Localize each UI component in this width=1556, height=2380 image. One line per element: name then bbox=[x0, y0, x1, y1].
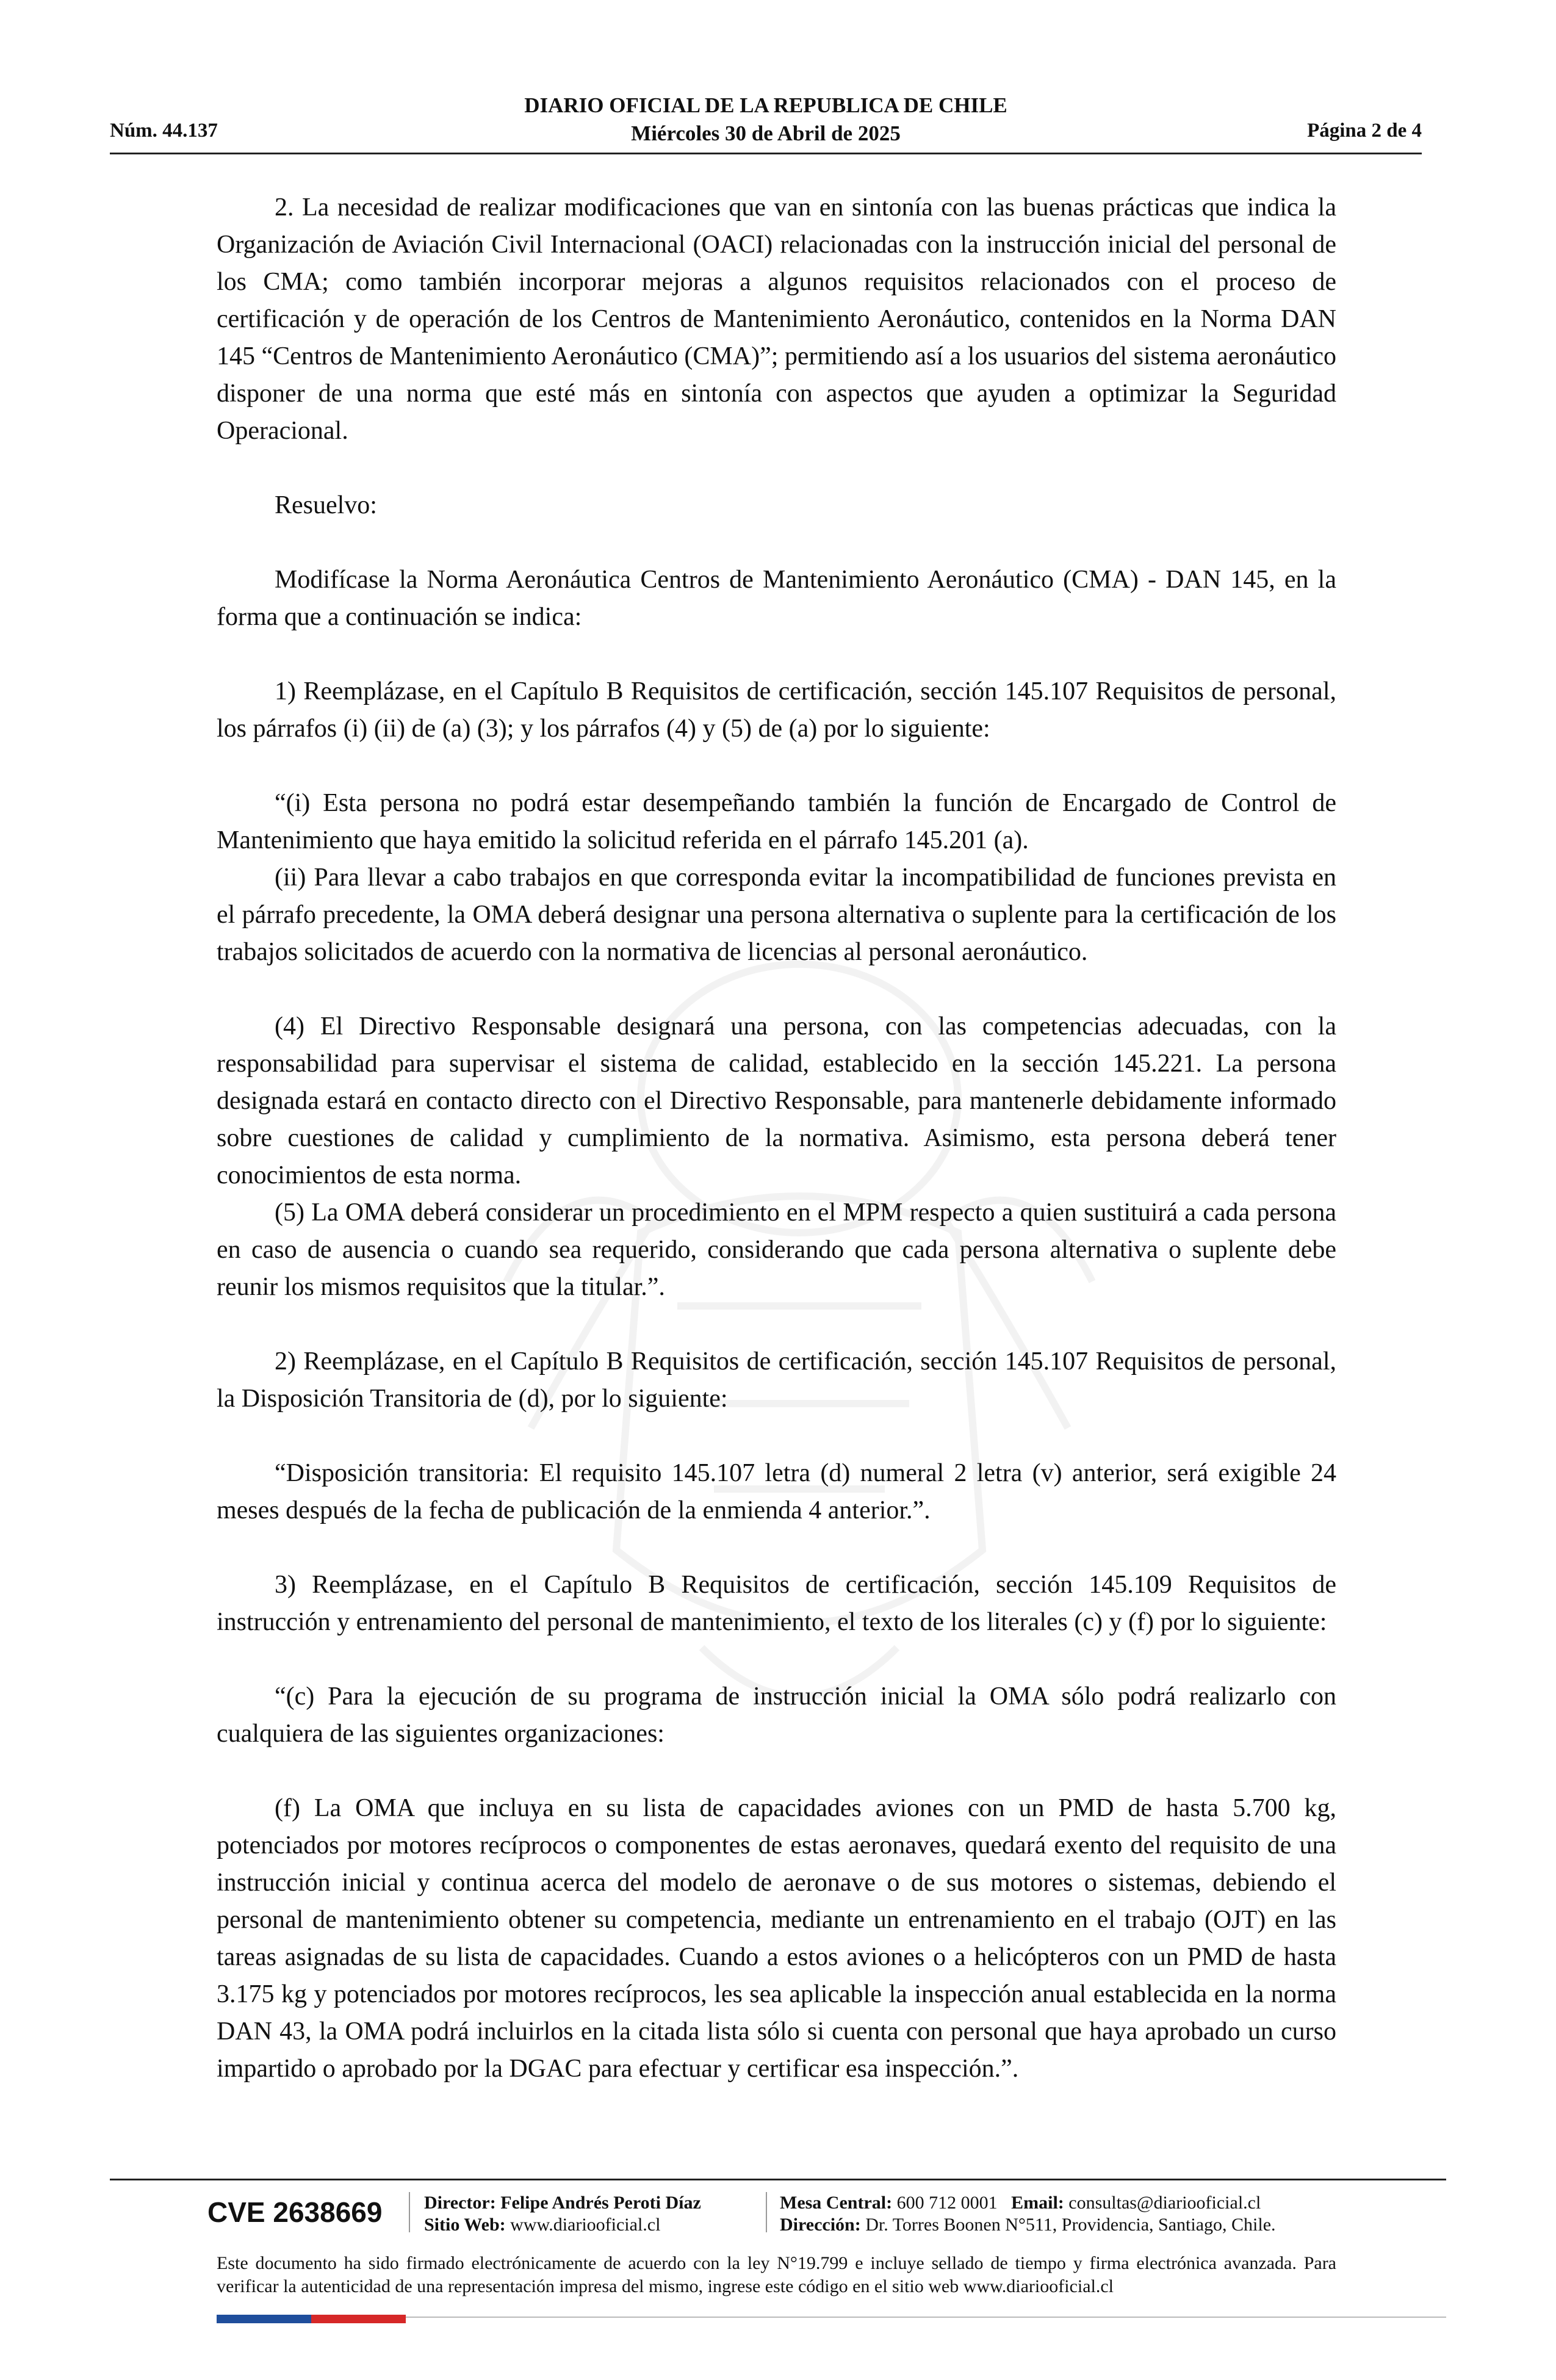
cve-code: CVE 2638669 bbox=[207, 2196, 383, 2228]
mesa-phone: 600 712 0001 bbox=[896, 2193, 998, 2213]
paragraph-5: (5) La OMA deberá considerar un procedimiento en el MPM respecto a quien sustituirá a cada persona en caso de ausencia o cuando sea requerido, considerando que cada persona alternativa o suplente debe reunir los mismos requisitos que la titular.”. bbox=[217, 1199, 1336, 1301]
director-label: Director: bbox=[424, 2193, 496, 2213]
paragraph-ii: (ii) Para llevar a cabo trabajos en que corresponda evitar la incompatibilidad de funciones prevista en el párrafo precedente, la OMA deberá designar una persona alternativa o suplente para la certificación de los trabajos solicitados de acuerdo con la normativa de licencias al personal aeronáutico. bbox=[217, 864, 1336, 966]
gazette-title: DIARIO OFICIAL DE LA REPUBLICA DE CHILE bbox=[524, 93, 1007, 117]
paragraph-transitoria: “Disposición transitoria: El requisito 145.107 letra (d) numeral 2 letra (v) anterior, será exigible 24 meses después de la fecha de publicación de la enmienda 4 anterior.”. bbox=[217, 1459, 1336, 1524]
paragraph-resuelvo: Resuelvo: bbox=[275, 491, 377, 519]
paragraph-consideration-2: 2. La necesidad de realizar modificaciones que van en sintonía con las buenas prácticas que indica la Organización de Aviación Civil Internacional (OACI) relacionadas con la instrucción inicial del personal de los CMA; como también incorporar mejoras a algunos requisitos relacionados con el proceso de certificación y de operación de los Centros de Mantenimiento Aeronáutico, contenidos en la Norma DAN 145 “Centros de Mantenimiento Aeronáutico (CMA)”; permitiendo así a los usuarios del sistema aeronáutico disponer de una norma que esté más en sintonía con aspectos que ayuden a optimizar la Seguridad Operacional. bbox=[217, 193, 1336, 445]
mesa-label: Mesa Central: bbox=[780, 2193, 893, 2213]
paragraph-4: (4) El Directivo Responsable designará una persona, con las competencias adecuadas, con la responsabilidad para supervisar el sistema de calidad, establecido en la sección 145.221. La persona designada estará en contacto directo con el Directivo Responsable, para mantenerle debidamente informado sobre cuestiones de calidad y cumplimiento de la normativa. Asimismo, esta persona deberá tener conocimientos de esta norma. bbox=[217, 1012, 1336, 1189]
footer-divider bbox=[110, 2179, 1446, 2180]
address: Dr. Torres Boonen N°511, Providencia, Santiago, Chile. bbox=[865, 2215, 1276, 2235]
document-body bbox=[217, 189, 1336, 2088]
paragraph-i: “(i) Esta persona no podrá estar desempeñando también la función de Encargado de Control de Mantenimiento que haya emitido la solicitud referida en el párrafo 145.201 (a). bbox=[217, 789, 1336, 854]
address-label: Dirección: bbox=[780, 2215, 861, 2235]
footer-separator bbox=[766, 2192, 767, 2232]
paragraph-item-1: 1) Reemplázase, en el Capítulo B Requisitos de certificación, sección 145.107 Requisitos de personal, los párrafos (i) (ii) de (a) (3); y los párrafos (4) y (5) de (a) por lo siguiente: bbox=[217, 677, 1336, 743]
flag-stripe-blue bbox=[217, 2315, 311, 2323]
paragraph-f: (f) La OMA que incluya en su lista de capacidades aviones con un PMD de hasta 5.700 kg, potenciados por motores recíprocos o componentes de estas aeronaves, quedará exento del requisito de una instrucción inicial y continua acerca del modelo de aeronave o de sus motores o sistemas, debiendo el personal de mantenimiento obtener su competencia, mediante un entrenamiento en el trabajo (OJT) en las tareas asignadas de su lista de capacidades. Cuando a estos aviones o a helicópteros con un PMD de hasta 3.175 kg y potenciados por motores recíprocos, les sea aplicable la inspección anual establecida en la norma DAN 43, la OMA podrá incluirlos en la citada lista sólo si cuenta con personal que haya aprobado un curso impartido o aprobado por la DGAC para efectuar y certificar esa inspección.”. bbox=[217, 1794, 1336, 2083]
footer-bottom-rule bbox=[406, 2317, 1446, 2318]
page-number: Página 2 de 4 bbox=[1307, 120, 1422, 142]
director-name: Felipe Andrés Peroti Díaz bbox=[500, 2193, 701, 2213]
footer-separator bbox=[409, 2192, 410, 2232]
paragraph-item-2: 2) Reemplázase, en el Capítulo B Requisitos de certificación, sección 145.107 Requisitos de personal, la Disposición Transitoria de (d), por lo siguiente: bbox=[217, 1347, 1336, 1413]
footer-director-block bbox=[424, 2192, 701, 2236]
flag-stripe-red bbox=[311, 2315, 406, 2323]
site-link[interactable]: www.diariooficial.cl bbox=[510, 2215, 661, 2235]
legal-notice: Este documento ha sido firmado electrónicamente de acuerdo con la ley N°19.799 e incluye sellado de tiempo y firma electrónica avanzada. Para verificar la autenticidad de una representación impresa del mismo, ingrese este código en el sitio web www.diariooficial.cl bbox=[217, 2253, 1336, 2296]
paragraph-modificase: Modifícase la Norma Aeronáutica Centros de Mantenimiento Aeronáutico (CMA) - DAN 145, en la forma que a continuación se indica: bbox=[217, 566, 1336, 631]
site-label: Sitio Web: bbox=[424, 2215, 506, 2235]
email-label: Email: bbox=[1011, 2193, 1064, 2213]
issue-date: Miércoles 30 de Abril de 2025 bbox=[631, 121, 901, 145]
page-header bbox=[110, 92, 1422, 159]
paragraph-c: “(c) Para la ejecución de su programa de instrucción inicial la OMA sólo podrá realizarlo con cualquiera de las siguientes organizaciones: bbox=[217, 1682, 1336, 1748]
issue-number: Núm. 44.137 bbox=[110, 120, 218, 142]
paragraph-item-3: 3) Reemplázase, en el Capítulo B Requisitos de certificación, sección 145.109 Requisitos de instrucción y entrenamiento del personal de mantenimiento, el texto de los literales (c) y (f) por lo siguiente: bbox=[217, 1571, 1336, 1636]
footer-contact-block bbox=[780, 2192, 1276, 2236]
email-link[interactable]: consultas@diariooficial.cl bbox=[1068, 2193, 1261, 2213]
header-divider bbox=[110, 153, 1422, 154]
